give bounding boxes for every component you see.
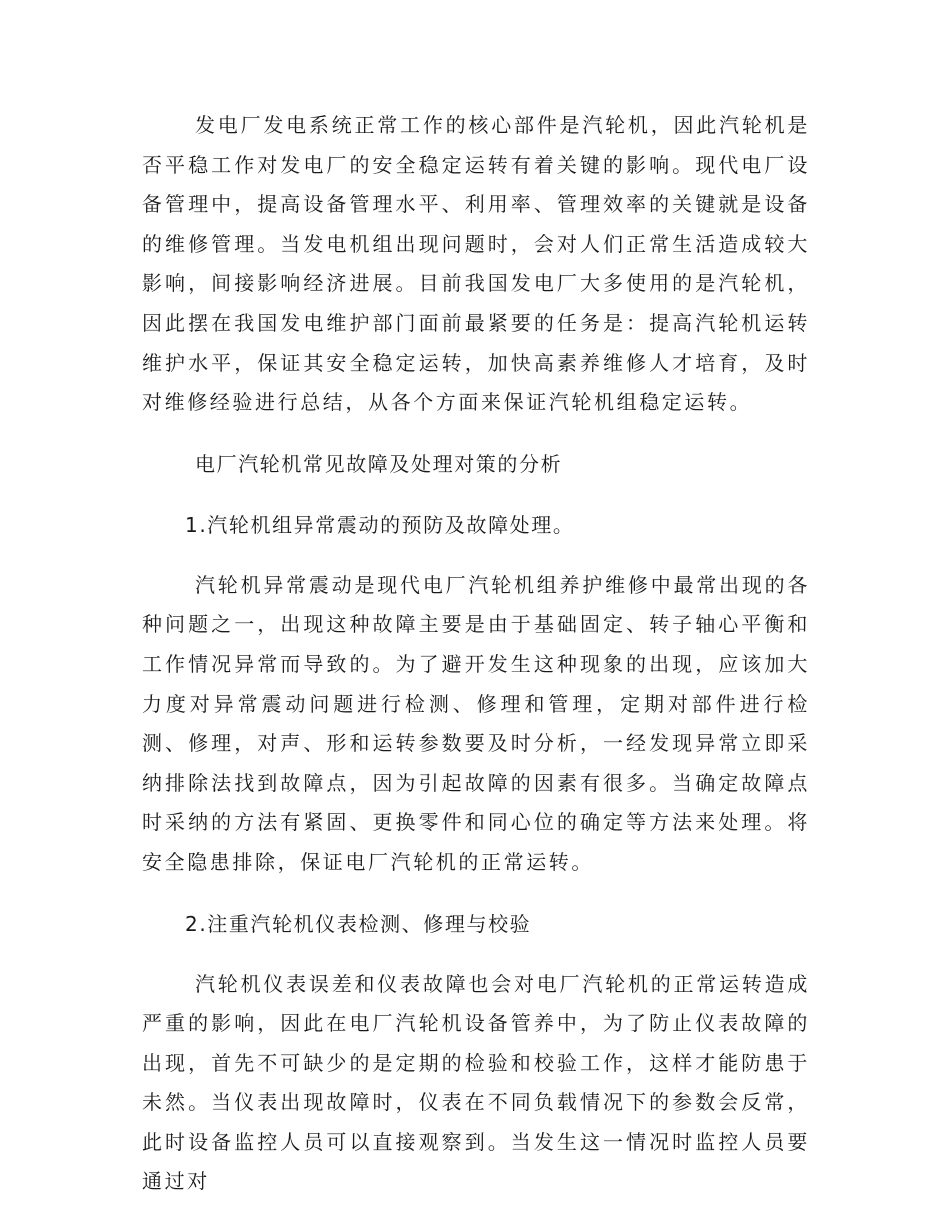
paragraph-instruments: 汽轮机仪表误差和仪表故障也会对电厂汽轮机的正常运转造成严重的影响，因此在电厂汽轮机设备管养中，为了防止仪表故障的出现，首先不可缺少的是定期的检验和校验工作，这样才能防患于未然。当仪表出现故障时，仪表在不同负载情况下的参数会反常，此时设备监控人员可以直接观察到。当发生这一情况时监控人员要通过对 [142,971,810,1194]
document-body [142,106,810,1223]
section-heading: 电厂汽轮机常见故障及处理对策的分析 [195,451,563,476]
paragraph-intro: 发电厂发电系统正常工作的核心部件是汽轮机，因此汽轮机是否平稳工作对发电厂的安全稳定运转有着关键的影响。现代电厂设备管理中，提高设备管理水平、利用率、管理效率的关键就是设备的维修管理。当发电机组出现问题时，会对人们正常生活造成较大影响，间接影响经济进展。目前我国发电厂大多使用的是汽轮机，因此摆在我国发电维护部门面前最紧要的任务是：提高汽轮机运转维护水平，保证其安全稳定运转，加快高素养维修人才培育，及时对维修经验进行总结，从各个方面来保证汽轮机组稳定运转。 [142,113,810,415]
paragraph-vibration: 汽轮机异常震动是现代电厂汽轮机组养护维修中最常出现的各种问题之一，出现这种故障主要是由于基础固定、转子轴心平衡和工作情况异常而导致的。为了避开发生这种现象的出现，应该加大力度对异常震动问题进行检测、修理和管理，定期对部件进行检测、修理，对声、形和运转参数要及时分析，一经发现异常立即采纳排除法找到故障点，因为引起故障的因素有很多。当确定故障点时采纳的方法有紧固、更换零件和同心位的确定等方法来处理。将安全隐患排除，保证电厂汽轮机的正常运转。 [142,572,810,874]
subheading-instruments: 2.注重汽轮机仪表检测、修理与校验 [185,911,532,936]
subheading-vibration: 1.汽轮机组异常震动的预防及故障处理。 [185,512,575,537]
